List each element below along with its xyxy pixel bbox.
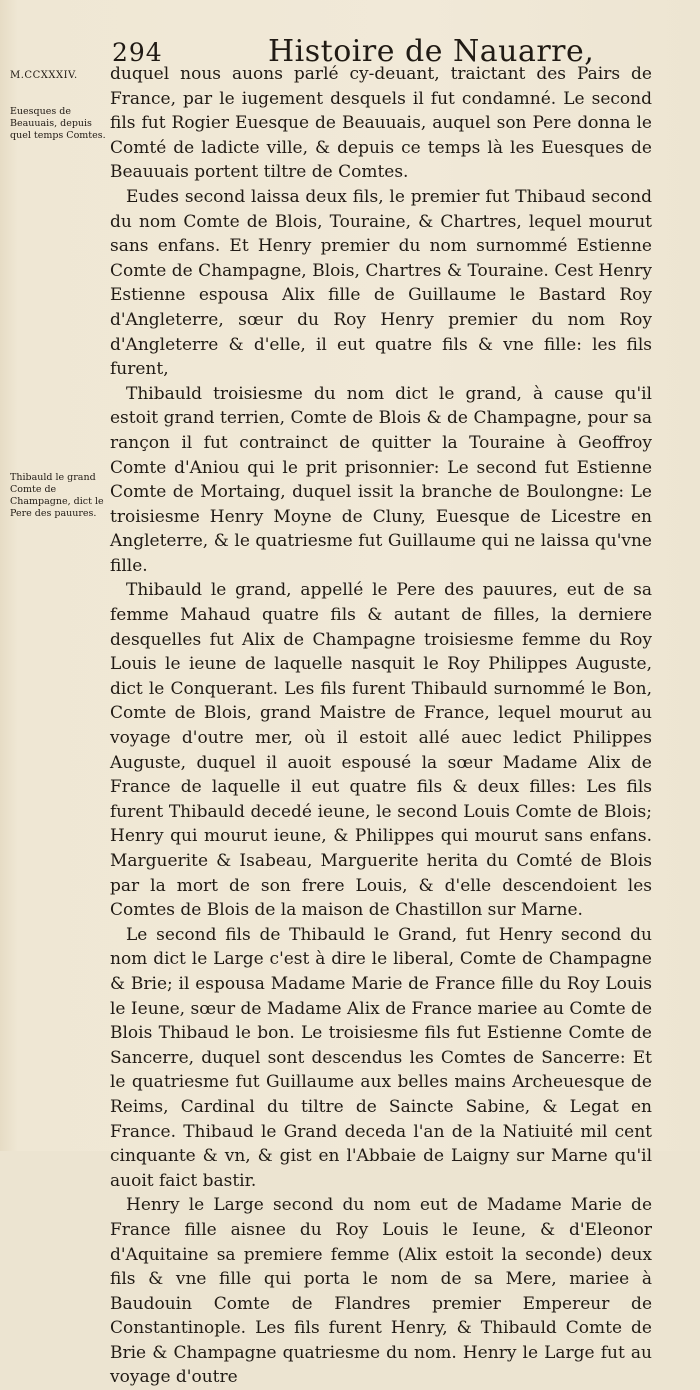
margin-year-note: M.CCXXXIV.: [10, 70, 78, 81]
running-title: Histoire de Nauarre,: [268, 34, 595, 69]
page-number: 294: [112, 38, 163, 67]
paragraph-6: Henry le Large second du nom eut de Madame Marie de France fille aisnee du Roy Louis le Ieune, & d'Eleonor d'Aquitaine sa premiere femme (Alix estoit la seconde) deux fils & vne fille qui porta le nom de sa Mere, mariee à Baudouin Comte de Flandres premier Empereur de Constantinople. Les fils furent Henry, & Thibauld Comte de Brie & Champagne quatriesme du nom. Henry le Large fut au voyage d'outre: [110, 1195, 652, 1388]
body-text: [110, 62, 652, 1390]
margin-note-beauvais: Euesques de Beauuais, depuis quel temps Comtes.: [10, 106, 106, 141]
paragraph-2: Eudes second laissa deux fils, le premier fut Thibaud second du nom Comte de Blois, Touraine, & Chartres, lequel mourut sans enfans. Et Henry premier du nom surnommé Estienne Comte de Champagne, Blois, Chartres & Touraine. Cest Henry Estienne espousa Alix fille de Guillaume le Bastard Roy d'Angleterre, sœur du Roy Henry premier du nom Roy d'Angleterre & d'elle, il eut quatre fils & vne fille: les fils furent,: [110, 186, 652, 380]
paragraph-4: Thibauld le grand, appellé le Pere des pauures, eut de sa femme Mahaud quatre fils & autant de filles, la derniere desquelles fut Alix de Champagne troisiesme femme du Roy Louis le ieune de laquelle nasquit le Roy Philippes Auguste, dict le Conquerant. Les fils furent Thibauld surnommé le Bon, Comte de Blois, grand Maistre de France, lequel mourut au voyage d'outre mer, où il estoit allé auec ledict Philippes Auguste, duquel il auoit espousé la sœur Madame Alix de France de laquelle il eut quatre fils & deux filles: Les fils furent Thibauld decedé ieune, le second Louis Comte de Blois; Henry qui mourut ieune, & Philippes qui mourut sans enfans. Marguerite & Isabeau, Marguerite herita du Comté de Blois par la mort de son frere Louis, & d'elle descendoient les Comtes de Blois de la maison de Chastillon sur Marne.: [110, 580, 652, 921]
paragraph-1: duquel nous auons parlé cy-deuant, traictant des Pairs de France, par le iugement desquels il fut condamné. Le second fils fut Rogier Euesque de Beauuais, auquel son Pere donna le Comté de ladicte ville, & depuis ce temps là les Euesques de Beauuais portent tiltre de Comtes.: [110, 64, 652, 183]
paragraph-3: Thibauld troisiesme du nom dict le grand, à cause qu'il estoit grand terrien, Comte de Blois & de Champagne, pour sa rançon il fut contrainct de quitter la Touraine à Geoffroy Comte d'Aniou qui le prit prisonnier: Le second fut Estienne Comte de Mortaing, duquel issit la branche de Boulongne: Le troisiesme Henry Moyne de Cluny, Euesque de Licestre en Angleterre, & le quatriesme fut Guillaume qui ne laissa qu'vne fille.: [110, 383, 652, 576]
margin-note-thibauld: Thibauld le grand Comte de Champagne, dict le Pere des pauures.: [10, 472, 104, 519]
paragraph-5: Le second fils de Thibauld le Grand, fut Henry second du nom dict le Large c'est à dire le liberal, Comte de Champagne & Brie; il espousa Madame Marie de France fille du Roy Louis le Ieune, sœur de Madame Alix de France mariee au Comte de Blois Thibaud le bon. Le troisiesme fils fut Estienne Comte de Sancerre, duquel sont descendus les Comtes de Sancerre: Et le quatriesme fut Guillaume aux belles mains Archeuesque de Reims, Cardinal du tiltre de Saincte Sabine, & Legat en France. Thibaud le Grand deceda l'an de la Natiuité mil cent cinquante & vn, & gist en l'Abbaie de Laigny sur Marne qu'il auoit faict bastir.: [110, 924, 652, 1191]
